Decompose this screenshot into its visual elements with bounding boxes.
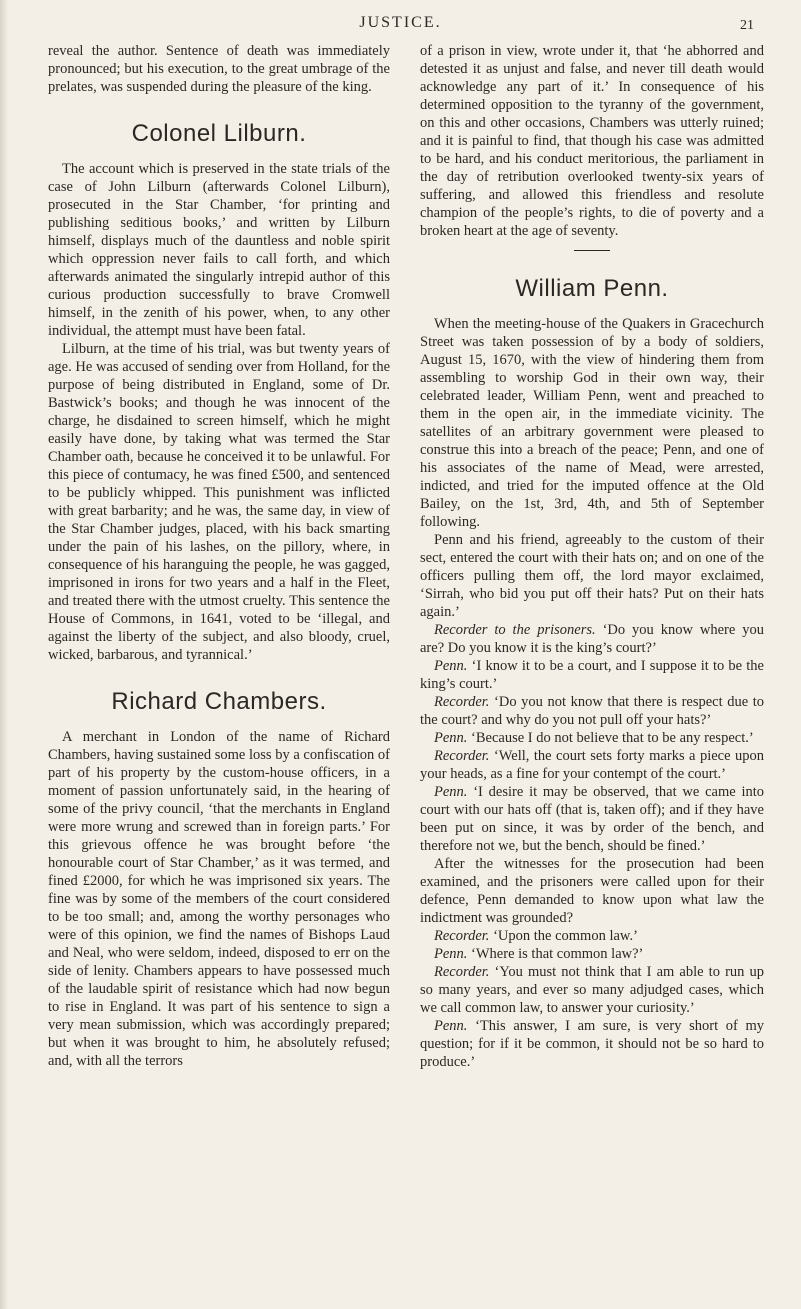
dialogue-text: ‘Where is that common law?’ — [471, 946, 644, 962]
dialogue-speaker: Recorder. — [434, 694, 490, 710]
dialogue-line — [420, 621, 764, 657]
section-heading-lilburn: Colonel Lilburn. — [131, 120, 307, 147]
page-gutter-shadow — [0, 0, 8, 1309]
intro-paragraph: reveal the author. Sentence of death was immediately pronounced; but his execution, to the great umbrage of the prelates, was suspended during the pleasure of the king. — [48, 43, 390, 95]
dialogue-line — [420, 963, 764, 1017]
dialogue-speaker: Penn. — [434, 1018, 468, 1034]
dialogue-speaker: Penn. — [434, 730, 468, 746]
dialogue-speaker: Recorder. — [434, 748, 490, 764]
lilburn-paragraph-2: Lilburn, at the time of his trial, was but twenty years of age. He was accused of sending over from Holland, for the purpose of being distributed in England, some of Dr. Bastwick’s books; and though he was innocent of the charge, he disdained to screen himself, which he might easily have done, by taking what was termed the Star Chamber oath, because he conceived it to be unlawful. For this piece of contumacy, he was fined £500, and sentenced to be publicly whipped. This punishment was inflicted with great barbarity; and he was, the same day, in view of the Star Chamber judges, placed, with his back smarting under the pain of his lashes, on the pillory, where, in consequence of his haranguing the people, he was gagged, imprisoned in irons for two years and a half in the Fleet, and treated there with the utmost cruelty. This sentence the House of Commons, in 1641, voted to be ‘illegal, and against the liberty of the subject, and also bloody, cruel, wicked, barbarous, and tyrannical.’ — [48, 341, 390, 663]
chambers-paragraph-continued: of a prison in view, wrote under it, that ‘he abhorred and detested it as unjust and false, and never till death would acknowledge any part of it.’ In consequence of his determined opposition to the tyranny of the government, on this and other occasions, Chambers was utterly ruined; and it is painful to find, that though his case was admitted to be hard, and his conduct meritorious, the parliament in the day of retribution overlooked twenty-six years of suffering, and allowed this friendless and resolute champion of the people’s rights, to die of poverty and a broken heart at the age of seventy. — [420, 43, 764, 239]
dialogue-line — [420, 783, 764, 855]
chambers-paragraph-1: A merchant in London of the name of Richard Chambers, having sustained some loss by a confiscation of part of his property by the custom-house officers, in a moment of passion unfortunately said, in the hearing of some of the privy council, ‘that the merchants in England were more wrung and screwed than in foreign parts.’ For this grievous offence he was brought before ‘the honourable court of Star Chamber,’ as it was termed, and fined £2000, for which he was imprisoned six years. The fine was by some of the members of the court considered to be too small; and, among the worthy personages who were of this opinion, we find the names of Bishops Laud and Neal, who were seldom, indeed, disposed to err on the side of lenity. Chambers appears to have possessed much of the laudable spirit of resistance which had now begun to rise in England. It was part of his sentence to sign a very mean submission, which was accordingly prepared; but when it was brought to him, he absolutely refused; and, with all the terrors — [48, 729, 390, 1069]
penn-paragraph-3: After the witnesses for the prosecution had been examined, and the prisoners were called upon for their defence, Penn demanded to know upon what law the indictment was grounded? — [420, 856, 764, 926]
dialogue-line — [420, 729, 764, 747]
page-number: 21 — [740, 18, 754, 33]
dialogue-text: ‘You must not think that I am able to run up so many years, and ever so many adjudged cases, which we call common law, to answer your curiosity.’ — [420, 964, 764, 1016]
dialogue-line — [420, 945, 764, 963]
running-head: JUSTICE. — [359, 14, 442, 31]
lilburn-paragraph-1: The account which is preserved in the state trials of the case of John Lilburn (afterwards Colonel Lilburn), prosecuted in the Star Chamber, ‘for printing and publishing seditious books,’ and written by Lilburn himself, displays much of the dauntless and noble spirit which oppression never fails to call forth, and which afterwards animated the singularly intrepid author of this curious production successfully to brave Cromwell himself, in the zenith of his power, when, to any other individual, the attempt must have been fatal. — [48, 161, 390, 339]
dialogue-text: ‘Because I do not believe that to be any respect.’ — [471, 730, 754, 746]
dialogue-line — [420, 657, 764, 693]
left-column — [48, 42, 390, 1070]
section-heading-penn: William Penn. — [515, 275, 669, 302]
dialogue-text: ‘Well, the court sets forty marks a piece upon your heads, as a fine for your contempt of the court.’ — [420, 748, 765, 782]
dialogue-line — [420, 747, 764, 783]
dialogue-line — [420, 927, 764, 945]
dialogue-speaker: Recorder to the prisoners. — [434, 622, 596, 638]
dialogue-text: ‘This answer, I am sure, is very short of my question; for if it be common, it should not be so hard to produce.’ — [420, 1018, 764, 1070]
penn-paragraph-2: Penn and his friend, agreeably to the custom of their sect, entered the court with their hats on; and on one of the officers pulling them off, the lord mayor exclaimed, ‘Sirrah, who bid you put off their hats? Put on their hats again.’ — [420, 532, 764, 620]
section-divider — [574, 250, 610, 251]
penn-paragraph-1: When the meeting-house of the Quakers in Gracechurch Street was taken possession of by a body of soldiers, August 15, 1670, with the view of hindering them from assembling to worship God in their own way, their celebrated leader, William Penn, went and preached to them in the open air, in the immediate vicinity. The satellites of an arbitrary government were pleased to construe this into a breach of the peace; Penn, and one of his associates of the name of Mead, were arrested, indicted, and tried for the imputed offence at the Old Bailey, on the 1st, 3rd, 4th, and 5th of September following. — [420, 316, 764, 530]
dialogue-speaker: Recorder. — [434, 964, 490, 980]
dialogue-text: ‘Do you not know that there is respect due to the court? and why do you not pull off your hats?’ — [420, 694, 765, 728]
dialogue-speaker: Penn. — [434, 784, 468, 800]
dialogue-text: ‘I know it to be a court, and I suppose it to be the king’s court.’ — [420, 658, 764, 692]
section-heading-chambers: Richard Chambers. — [111, 688, 327, 715]
dialogue-text: ‘I desire it may be observed, that we came into court with our hats off (that is, taken off); and if they have been put on since, it was by order of the bench, and therefore not we, but the bench, should be fined.’ — [420, 784, 765, 854]
dialogue-speaker: Recorder. — [434, 928, 490, 944]
dialogue-text: ‘Do you know where you are? Do you know it is the king’s court?’ — [420, 622, 764, 656]
dialogue-speaker: Penn. — [434, 658, 468, 674]
dialogue-text: ‘Upon the common law.’ — [493, 928, 638, 944]
dialogue-line — [420, 1017, 764, 1071]
dialogue-line — [420, 693, 764, 729]
right-column — [420, 42, 764, 1071]
dialogue-speaker: Penn. — [434, 946, 468, 962]
